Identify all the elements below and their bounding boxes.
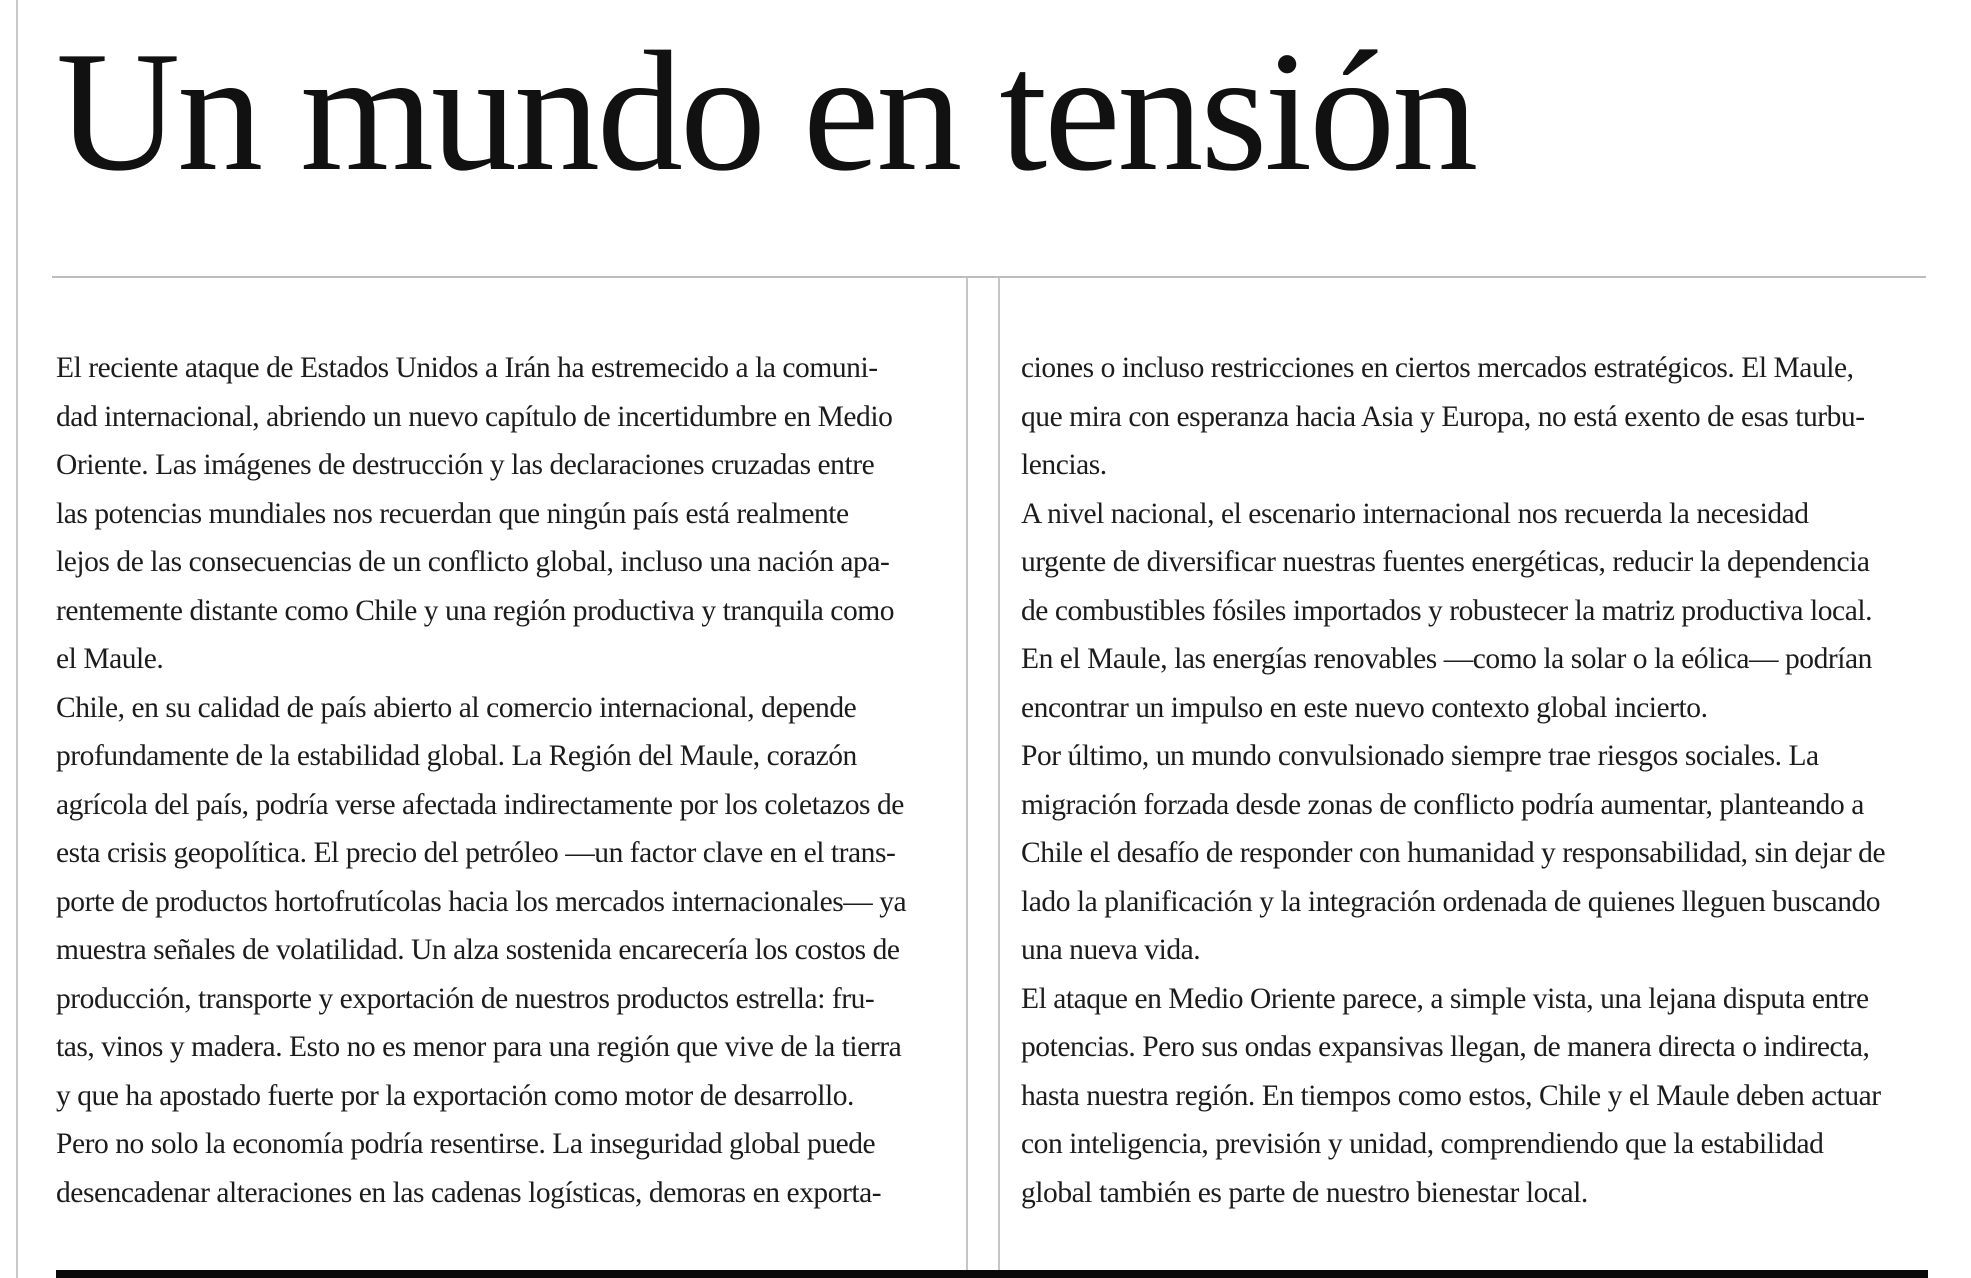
- body-text-line: muestra señales de volatilidad. Un alza sostenida encarecería los costos de: [56, 934, 900, 966]
- body-text-line: rentemente distante como Chile y una región productiva y tranquila como: [56, 594, 895, 627]
- body-text-line: lencias.: [1021, 449, 1107, 481]
- body-text-line: Chile el desafío de responder con humanidad y responsabilidad, sin dejar de: [1021, 837, 1886, 869]
- body-text-line: que mira con esperanza hacia Asia y Europa, no está exento de esas turbu-: [1021, 400, 1865, 433]
- body-text-line: las potencias mundiales nos recuerdan que ningún país está realmente: [56, 497, 849, 530]
- body-text-line: hasta nuestra región. En tiempos como estos, Chile y el Maule deben actuar: [1021, 1079, 1881, 1112]
- body-text-line: potencias. Pero sus ondas expansivas llegan, de manera directa o indirecta,: [1021, 1031, 1870, 1063]
- body-text-line: porte de productos hortofrutícolas hacia los mercados internacionales— ya: [56, 885, 907, 918]
- body-text-line: El reciente ataque de Estados Unidos a Irán ha estremecido a la comuni-: [56, 352, 878, 384]
- text-column-left: [56, 344, 956, 1217]
- column-divider-right: [998, 278, 1000, 1276]
- body-text-line: El ataque en Medio Oriente parece, a simple vista, una lejana disputa entre: [1021, 982, 1869, 1015]
- body-text-line: esta crisis geopolítica. El precio del petróleo —un factor clave en el trans-: [56, 837, 896, 869]
- body-text-line: urgente de diversificar nuestras fuentes energéticas, reducir la dependencia: [1021, 546, 1870, 578]
- body-text-line: encontrar un impulso en este nuevo contexto global incierto.: [1021, 691, 1708, 724]
- body-text-line: ciones o incluso restricciones en ciertos mercados estratégicos. El Maule,: [1021, 352, 1854, 384]
- text-column-right: [1021, 344, 1931, 1217]
- body-text-line: A nivel nacional, el escenario internacional nos recuerda la necesidad: [1021, 497, 1809, 530]
- body-text-line: agrícola del país, podría verse afectada indirectamente por los coletazos de: [56, 788, 904, 821]
- body-text-line: lejos de las consecuencias de un conflicto global, incluso una nación apa-: [56, 546, 890, 578]
- body-text-line: lado la planificación y la integración ordenada de quienes lleguen buscando: [1021, 885, 1881, 918]
- column-divider-left: [966, 278, 968, 1276]
- bottom-divider: [56, 1270, 1928, 1278]
- body-text-line: Chile, en su calidad de país abierto al comercio internacional, depende: [56, 691, 857, 724]
- body-text-line: con inteligencia, previsión y unidad, comprendiendo que la estabilidad: [1021, 1128, 1824, 1160]
- body-text-line: de combustibles fósiles importados y robustecer la matriz productiva local.: [1021, 594, 1873, 627]
- body-text-line: y que ha apostado fuerte por la exportación como motor de desarrollo.: [56, 1079, 854, 1112]
- body-text-line: Pero no solo la economía podría resentirse. La inseguridad global puede: [56, 1128, 876, 1160]
- body-text-line: producción, transporte y exportación de nuestros productos estrella: fru-: [56, 982, 875, 1015]
- body-text-line: En el Maule, las energías renovables —como la solar o la eólica— podrían: [1021, 643, 1872, 675]
- body-text-line: Oriente. Las imágenes de destrucción y las declaraciones cruzadas entre: [56, 449, 875, 481]
- body-text-line: global también es parte de nuestro bienestar local.: [1021, 1176, 1588, 1209]
- body-text-line: tas, vinos y madera. Esto no es menor para una región que vive de la tierra: [56, 1031, 902, 1063]
- body-text-line: profundamente de la estabilidad global. La Región del Maule, corazón: [56, 740, 857, 772]
- body-text-line: desencadenar alteraciones en las cadenas logísticas, demoras en exporta-: [56, 1176, 882, 1209]
- body-text-line: una nueva vida.: [1021, 934, 1201, 966]
- body-text-line: el Maule.: [56, 643, 164, 675]
- page-edge-rule: [16, 0, 18, 1278]
- body-text-line: dad internacional, abriendo un nuevo capítulo de incertidumbre en Medio: [56, 400, 893, 433]
- body-text-line: Por último, un mundo convulsionado siempre trae riesgos sociales. La: [1021, 740, 1819, 772]
- page-title: Un mundo en tensión: [56, 17, 1476, 207]
- body-text-line: migración forzada desde zonas de conflicto podría aumentar, planteando a: [1021, 788, 1864, 821]
- title-divider: [52, 276, 1926, 278]
